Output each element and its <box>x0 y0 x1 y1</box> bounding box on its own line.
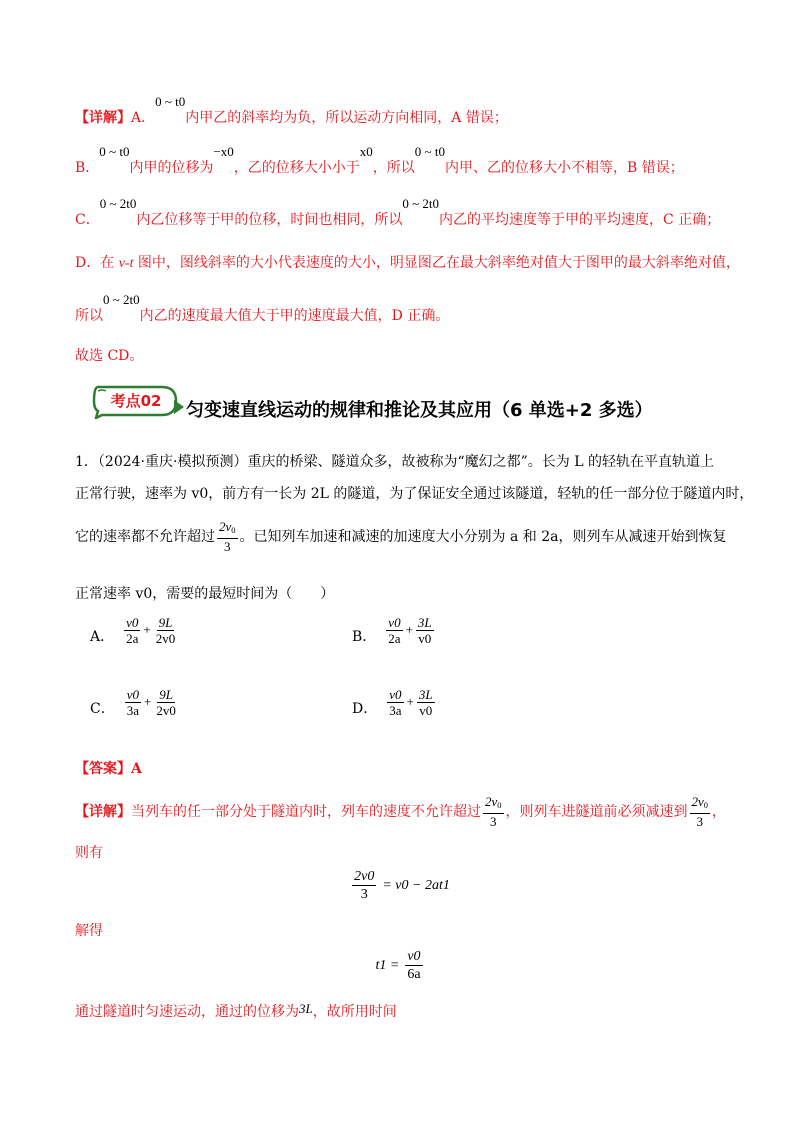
prev-line-d2: 所以0 ~ 2t0内乙的速度最大值大于甲的速度最大值，D 正确。 <box>75 292 450 324</box>
solution-solve: 解得 <box>75 923 103 939</box>
solution-line-1: 【详解】 当列车的任一部分处于隧道内时，列车的速度不允许超过 $\frac{2v_0}{3}$ ，则列车进隧道前必须减速到 $\frac{2v_0}{3}$ ， <box>75 794 726 830</box>
question-line-4: 正常速率 v0，需要的最短时间为（ ） <box>75 586 335 602</box>
question-line-3: 它的速率都不允许超过 $\frac{2v_0}{3}$ 。已知列车加速和减速的加速度大小分别为 a 和 2a，则列车从减速开始到恢复 <box>75 519 727 555</box>
option-a[interactable]: A． $\frac{v0}{2a}$ + $\frac{9L}{2v0}$ <box>90 614 176 646</box>
prev-line-a: 【详解】A．0 ~ t0内甲乙的斜率均为负，所以运动方向相同，A 错误； <box>75 94 508 126</box>
prev-line-c: C．0 ~ 2t0内乙位移等于甲的位移，时间也相同，所以0 ~ 2t0内乙的平均速度等于甲的平均速度，C 正确； <box>75 196 721 228</box>
answer-value: A <box>131 761 142 777</box>
question-line-2: 正常行驶，速率为 v0，前方有一长为 2L 的隧道，为了保证安全通过该隧道，轻轨的任一部分位于隧道内时， <box>75 486 754 502</box>
question-line-1: 1．（2024·重庆·模拟预测）重庆的桥梁、隧道众多，故被称为“魔幻之都”。长为 L 的轻轨在平直轨道上 <box>75 454 714 470</box>
detail-tag: 【详解】 <box>75 110 131 126</box>
section-title: 匀变速直线运动的规律和推论及其应用（6 单选+2 多选） <box>186 400 653 421</box>
prev-conclusion: 故选 CD。 <box>75 348 144 364</box>
equation-2: t1 = $\frac{v0}{6a}$ <box>375 949 421 982</box>
answer-line: 【答案】A <box>75 761 142 777</box>
solution-last: 通过隧道时匀速运动，通过的位移为3L，故所用时间 <box>75 1001 397 1020</box>
equation-1: $\frac{2v0}{3}$ = v0 − 2at1 <box>354 869 450 902</box>
solution-then: 则有 <box>75 845 103 861</box>
section-badge-label: 考点02 <box>110 392 162 410</box>
section-arrow-icon <box>174 400 184 414</box>
option-d[interactable]: D． $\frac{v0}{3a}$ + $\frac{3L}{v0}$ <box>352 686 433 718</box>
math-0-t0: 0 ~ t0 <box>155 94 186 109</box>
prev-line-b: B．0 ~ t0内甲的位移为−x0，乙的位移大小小于x0，所以0 ~ t0内甲、乙的位移大小不相等，B 错误； <box>75 144 684 176</box>
option-c[interactable]: C． $\frac{v0}{3a}$ + $\frac{9L}{2v0}$ <box>90 686 176 718</box>
prev-line-d1: D．在 v-t 图中，图线斜率的大小代表速度的大小，明显图乙在最大斜率绝对值大于图甲的最大斜率绝对值， <box>75 255 740 271</box>
limit-fraction: $\frac{2v_0}{3}$ <box>219 519 236 555</box>
option-b[interactable]: B． $\frac{v0}{2a}$ + $\frac{3L}{v0}$ <box>352 614 432 646</box>
